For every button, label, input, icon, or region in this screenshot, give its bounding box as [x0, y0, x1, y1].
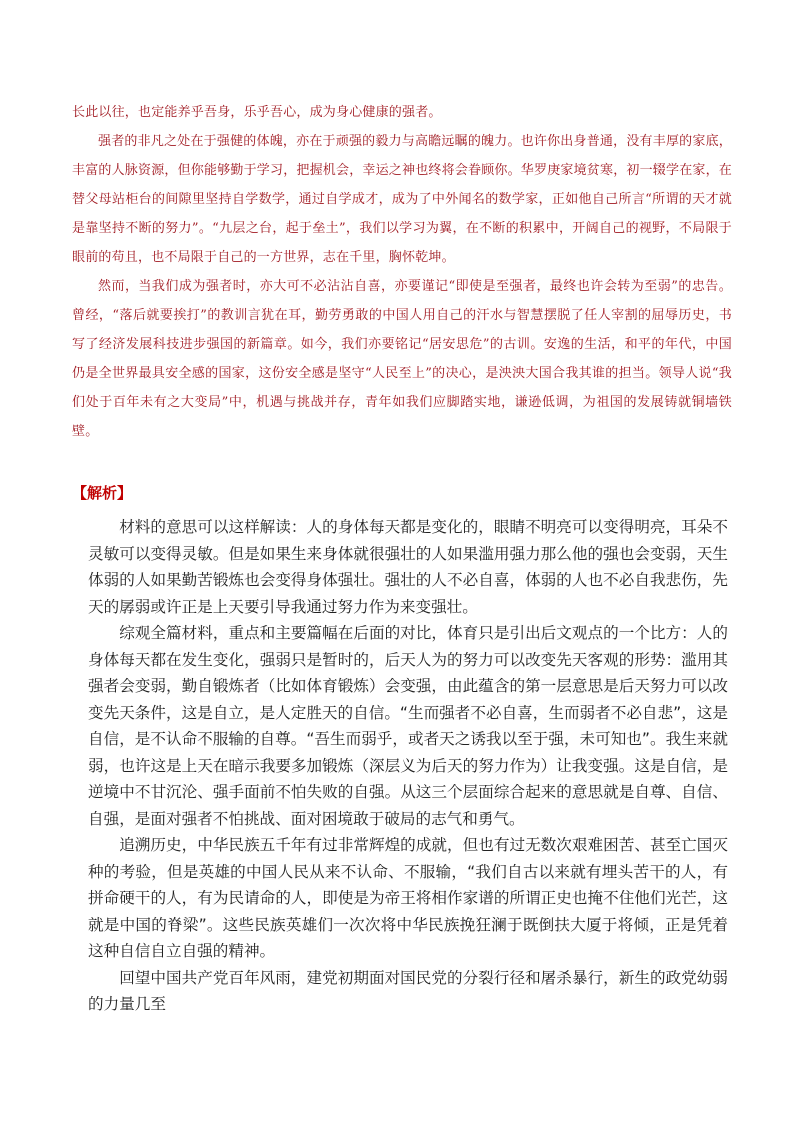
essay-paragraph-2: 强者的非凡之处在于强健的体魄，亦在于顽强的毅力与高瞻远瞩的魄力。也许你出身普通，没有丰厚的家底，丰富的人脉资源，但你能够勤于学习，把握机会，幸运之神也终将会眷顾你。华罗庚家境贫寒，初一辍学在家，在替父母站柜台的间隙里坚持自学数学，通过自学成才，成为了中外闻名的数学家，正如他自己所言“所谓的天才就是靠坚持不断的努力”。“九层之台，起于垒土”，我们以学习为翼，在不断的积累中，开阔自己的视野，不局限于眼前的苟且，也不局限于自己的一方世界，志在千里，胸怀乾坤。	[72, 134, 733, 265]
analysis-section	[88, 514, 728, 1018]
essay-paragraph-3: 然而，当我们成为强者时，亦大可不必沾沾自喜，亦要谨记“即使是至强者，最终也许会转为至弱”的忠告。曾经，“落后就要挨打”的教训言犹在耳，勤劳勇敢的中国人用自己的汗水与智慧摆脱了任人宰割的屈辱历史，书写了经济发展科技进步强国的新篇章。如今，我们亦要铭记“居安思危”的古训。安逸的生活，和平的年代，中国仍是全世界最具安全感的国家，这份安全感是坚守“人民至上”的决心，是泱泱大国合我其谁的担当。领导人说“我们处于百年未有之大变局”中，机遇与挑战并存，青年如我们应脚踏实地，谦逊低调，为祖国的发展铸就铜墙铁壁。	[72, 279, 732, 439]
analysis-paragraph-1: 材料的意思可以这样解读：人的身体每天都是变化的，眼睛不明亮可以变得明亮，耳朵不灵敏可以变得灵敏。但是如果生来身体就很强壮的人如果滥用强力那么他的强也会变弱，天生体弱的人如果勤苦锻炼也会变得身体强壮。强壮的人不必自喜，体弱的人也不必自我悲伤，先天的孱弱或许正是上天要引导我通过努力作为来变强壮。	[88, 518, 728, 616]
analysis-paragraph-3: 追溯历史，中华民族五千年有过非常辉煌的成就，但也有过无数次艰难困苦、甚至亡国灭种的考验，但是英雄的中国人民从来不认命、不服输，“我们自古以来就有埋头苦干的人，有拼命硬干的人，有为民请命的人，即使是为帝王将相作家谱的所谓正史也掩不住他们光芒，这就是中国的脊梁”。这些民族英雄们一次次将中华民族挽狂澜于既倒扶大厦于将倾，正是凭着这种自信自立自强的精神。	[88, 836, 728, 960]
analysis-paragraph-4: 回望中国共产党百年风雨，建党初期面对国民党的分裂行径和屠杀暴行，新生的政党幼弱的力量几至	[88, 968, 728, 1013]
analysis-heading: 【解析】	[72, 484, 133, 502]
sample-essay	[72, 98, 732, 446]
essay-paragraph-1: 长此以往，也定能养乎吾身，乐乎吾心，成为身心健康的强者。	[72, 105, 442, 120]
analysis-paragraph-2: 综观全篇材料，重点和主要篇幅在后面的对比，体育只是引出后文观点的一个比方：人的身体每天都在发生变化，强弱只是暂时的，后天人为的努力可以改变先天客观的形势：滥用其强者会变弱，勤自锻炼者（比如体育锻炼）会变强，由此蕴含的第一层意思是后天努力可以改变先天条件，这是自立，是人定胜天的自信。“生而强者不必自喜，生而弱者不必自悲”，这是自信，是不认命不服输的自尊。“吾生而弱乎，或者天之诱我以至于强，未可知也”。我生来就弱，也许这是上天在暗示我要多加锻炼（深层义为后天的努力作为）让我变强。这是自信，是逆境中不甘沉沦、强手面前不怕失败的自强。从这三个层面综合起来的意思就是自尊、自信、自强，是面对强者不怕挑战、面对困境敢于破局的志气和勇气。	[88, 624, 728, 828]
